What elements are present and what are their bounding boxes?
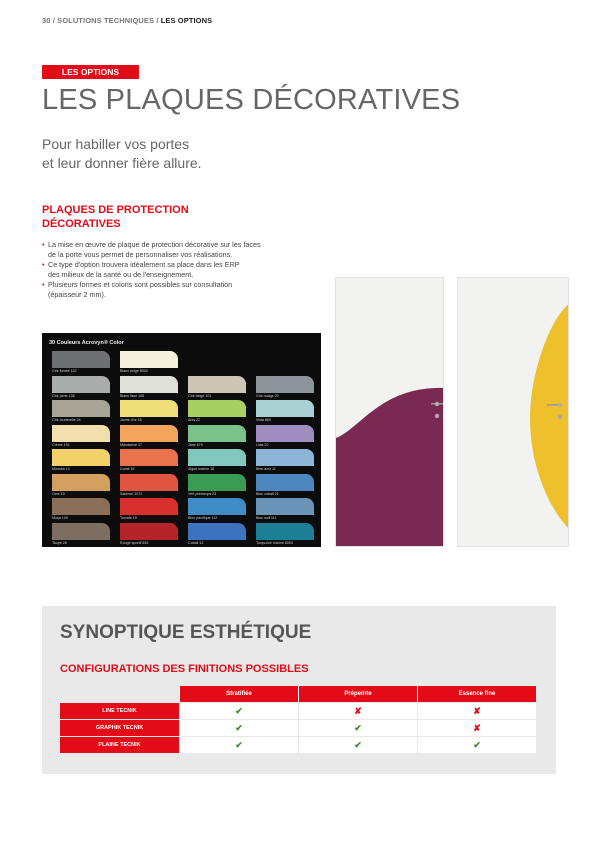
synoptique-subtitle: CONFIGURATIONS DES FINITIONS POSSIBLES <box>60 663 309 675</box>
color-swatch-label: Bleu cobalt 21 <box>256 491 279 496</box>
color-swatch <box>52 449 110 466</box>
color-swatch-label: Bleu azur 11 <box>256 467 276 471</box>
color-swatch-label: Blanc neige 8003 <box>120 369 148 373</box>
row-header: PLAINE TECNIK <box>60 737 179 753</box>
color-swatch <box>52 498 110 515</box>
color-swatch <box>256 376 314 393</box>
color-swatch <box>188 474 246 491</box>
check-icon: ✔ <box>179 703 298 719</box>
table-header-row <box>60 686 536 702</box>
color-swatch <box>120 351 178 368</box>
keyhole-icon <box>435 414 439 418</box>
breadcrumb-separator: / <box>52 16 55 25</box>
color-swatch-label: Ocre 15 <box>52 491 65 496</box>
column-header: Prépeinte <box>298 686 417 702</box>
column-header: Essence fine <box>417 686 536 702</box>
color-swatch <box>120 523 178 540</box>
color-swatch <box>256 523 314 540</box>
subtitle-line: et leur donner fière allure. <box>42 155 202 171</box>
door-illustration-right <box>458 278 569 547</box>
color-swatch <box>120 425 178 442</box>
color-swatch-label: Lilas 20 <box>256 442 269 447</box>
breadcrumb-separator: / <box>156 16 159 25</box>
color-swatch-label: Anis 22 <box>188 418 200 422</box>
feature-item <box>42 260 332 279</box>
color-swatch <box>188 449 246 466</box>
color-swatch-label: Turquoise marine 8003 <box>256 540 293 545</box>
color-swatch-label: Gris nuage 20 <box>256 393 279 398</box>
color-swatch <box>52 400 110 417</box>
keyhole-icon <box>558 415 562 419</box>
feature-line: des milieux de la santé ou de l'enseignement. <box>48 269 194 279</box>
color-swatch <box>256 449 314 466</box>
color-swatch-label: Aigue marine 16 <box>188 467 215 471</box>
color-swatch-label: Cobalt 12 <box>188 540 204 545</box>
check-icon: ✔ <box>298 720 417 736</box>
check-icon: ✔ <box>417 737 536 753</box>
row-header: LINE TECNIK <box>60 703 179 719</box>
feature-line: • La mise en œuvre de plaque de protection décorative sur les faces <box>48 240 261 249</box>
door-illustration-left <box>336 278 444 547</box>
color-swatch-label: Gris beige 101 <box>188 393 212 398</box>
color-swatch-label: Bleu nuit 111 <box>256 516 277 520</box>
decorative-plate-left <box>336 388 444 547</box>
color-swatch-label: Rouge sportif 845 <box>120 540 149 545</box>
color-swatch <box>188 376 246 393</box>
color-swatch-label: Mandarine 17 <box>120 442 142 447</box>
color-swatch-label: Gris perle 138 <box>52 393 75 398</box>
swatch-panel-title: 30 Couleurs Acrovyn® Color <box>49 340 124 346</box>
breadcrumb-section: SOLUTIONS TECHNIQUES <box>57 16 155 25</box>
cross-icon: ✘ <box>417 720 536 736</box>
color-swatch-label: Vista 865 <box>256 418 271 422</box>
row-header: GRAPHIK TECNIK <box>60 720 179 736</box>
feature-list <box>42 240 332 301</box>
check-icon: ✔ <box>179 737 298 753</box>
color-swatch <box>120 498 178 515</box>
color-swatch <box>256 425 314 442</box>
color-swatch-label: Taupe 28 <box>52 540 67 545</box>
color-swatch <box>120 400 178 417</box>
door-image-right <box>457 277 569 547</box>
color-swatch <box>188 425 246 442</box>
color-swatch <box>188 498 246 515</box>
color-swatch-label: Jaune d'or 16 <box>120 418 142 422</box>
feature-line: (épaisseur 2 mm). <box>48 289 106 299</box>
color-swatch <box>120 376 178 393</box>
cross-icon: ✘ <box>417 703 536 719</box>
color-swatch-label: Saumon 1072 <box>120 491 143 496</box>
page-number: 30 <box>42 16 51 25</box>
color-swatch <box>188 400 246 417</box>
color-swatch-label: Moka 109 <box>52 516 68 520</box>
color-swatch <box>52 351 110 368</box>
breadcrumb-current: LES OPTIONS <box>160 16 213 25</box>
color-swatch-label: Mimosa 14 <box>52 467 70 471</box>
color-swatch-label: Crème 151 <box>52 442 70 447</box>
section-title-line: PLAQUES DE PROTECTION <box>42 204 189 216</box>
color-swatch <box>52 425 110 442</box>
section-tag: LES OPTIONS <box>42 65 139 79</box>
color-swatch-panel <box>42 333 321 547</box>
cross-icon: ✘ <box>298 703 417 719</box>
table-row <box>60 703 536 719</box>
table-row <box>60 720 536 736</box>
feature-line: • Plusieurs formes et coloris sont possibles sur consultation <box>48 280 233 290</box>
feature-item <box>42 280 332 299</box>
feature-item <box>42 240 332 259</box>
section-title <box>42 203 189 231</box>
color-swatch <box>120 449 178 466</box>
door-handle-icon <box>547 404 559 406</box>
table-row <box>60 737 536 753</box>
color-swatch <box>52 523 110 540</box>
color-swatch-label: Vert printemps 23 <box>188 491 217 496</box>
door-handle-rose-icon <box>558 403 562 407</box>
color-swatch-label: Gris fumée 152 <box>52 369 77 373</box>
feature-line: • Ce type d'option trouvera idéalement sa place dans les ERP <box>48 260 240 270</box>
color-swatch <box>52 376 110 393</box>
synoptique-title: SYNOPTIQUE ESTHÉTIQUE <box>60 622 312 643</box>
color-swatch-label: Bleu pacifique 112 <box>188 516 218 520</box>
color-swatch <box>256 400 314 417</box>
color-swatch <box>52 474 110 491</box>
door-image-left <box>335 277 444 547</box>
feature-line: de la porte vous permet de personnaliser vos réalisations. <box>48 249 233 259</box>
section-title-line: DÉCORATIVES <box>42 218 121 230</box>
breadcrumb <box>42 16 212 25</box>
color-swatch <box>256 474 314 491</box>
color-swatch <box>120 474 178 491</box>
finishes-table <box>60 685 536 754</box>
color-swatch-label: Tomate 19 <box>120 516 137 520</box>
page-title: LES PLAQUES DÉCORATIVES <box>42 84 461 116</box>
check-icon: ✔ <box>298 737 417 753</box>
color-swatch <box>256 498 314 515</box>
color-swatch-label: Jade 879 <box>188 442 203 447</box>
table-corner <box>60 686 179 702</box>
color-swatch-label: Blanc lissé 108 <box>120 393 145 398</box>
decorative-plate-right <box>530 303 569 530</box>
synoptique-box <box>42 606 556 774</box>
color-swatch <box>188 523 246 540</box>
check-icon: ✔ <box>179 720 298 736</box>
subtitle-line: Pour habiller vos portes <box>42 136 190 152</box>
color-swatch-label: Gris tourterelle 24 <box>52 418 81 422</box>
color-swatch-label: Corail 18 <box>120 467 135 471</box>
door-handle-rose-icon <box>435 402 439 406</box>
column-header: Stratifiée <box>179 686 298 702</box>
page-subtitle <box>42 135 202 173</box>
